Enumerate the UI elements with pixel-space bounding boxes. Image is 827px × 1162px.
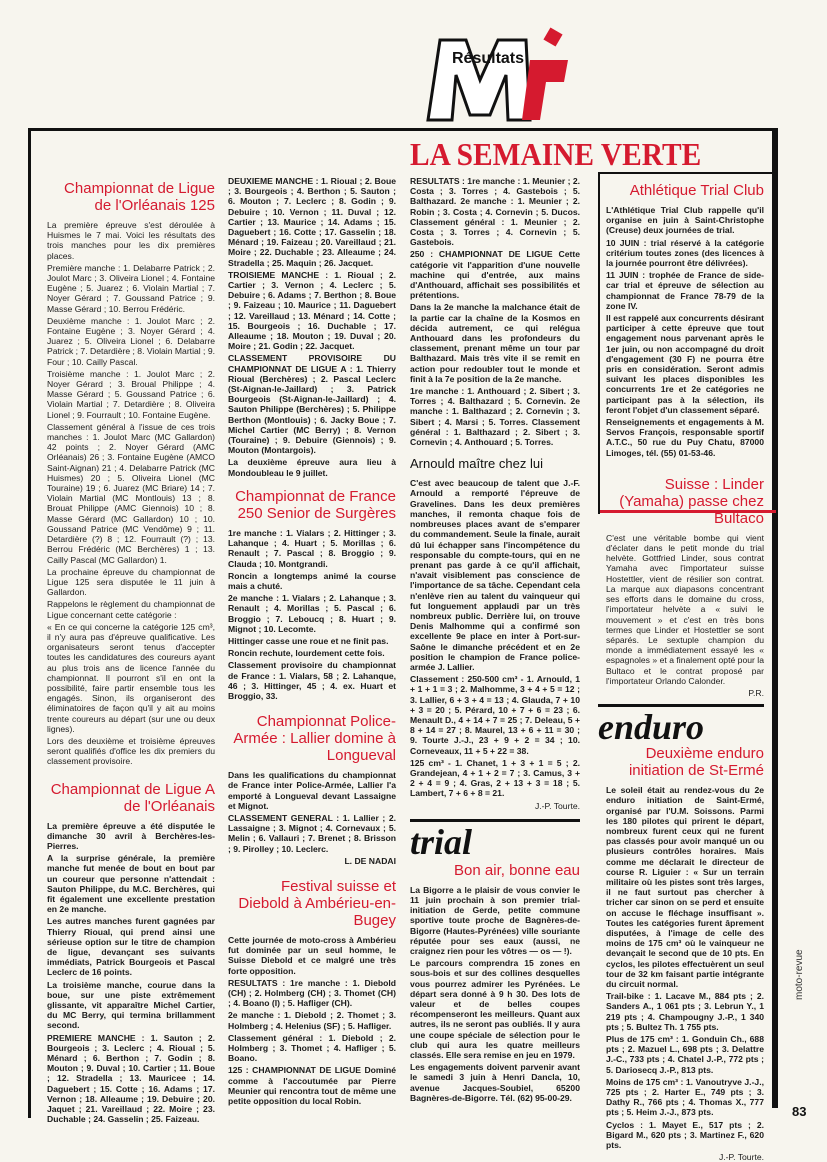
paragraph: Troisième manche : 1. Joulot Marc ; 2. Noyer Gérard ; 3. Broual Philippe ; 4. Masse Gérard ; 5. Goussand Patrice ; 6. Violain Martial ; 7. Detardière ; 8. Oliveira Lionel ; 9. Fourrault ; 10. Fontaine Eugène. <box>47 368 215 420</box>
heading-arnould: Arnould maître chez lui <box>410 456 543 472</box>
paragraph: 125 : CHAMPIONNAT DE LIGUE Dominé comme à l'accoutumée par Pierre Meunier qui rencontra tout de même une petite opposition du local Robin. <box>228 1065 396 1107</box>
heading-festival-suisse: Festival suisse et Diebold à Ambérieu-en-Bugey <box>238 877 396 929</box>
page-title: LA SEMAINE VERTE <box>410 136 702 172</box>
paragraph: 1re manche : 1. Vialars ; 2. Hittinger ; 3. Lahanque ; 4. Huart ; 5. Morillas ; 6. Renault ; 7. Pascal ; 8. Broggio ; 9. Clauda ; 10. Montgrandi. <box>228 527 396 569</box>
paragraph: Le parcours comprendra 15 zones en sous-bois et sur des collines desquelles vous pourrez admirer les Pyrénées. Le départ sera donné à 9 h 30. Des lots de valeur et de belles coupes récompenseront les meilleurs. Quant aux autres, ils ne seront pas oubliés. Il y aura une coupe spéciale de sélection pour le club qui aura les quatre meilleurs classés. Elle sera remise en jeu en 1979. <box>410 958 580 1061</box>
signature: P.R. <box>748 687 764 698</box>
paragraph: Les autres manches furent gagnées par Thierry Rioual, qui prend ainsi une sérieuse option sur le titre de champion de ligue, devançant ses suivants immédiats, Patrick Bourgeois et Pascal Leclerc de 16 points. <box>47 916 215 978</box>
paragraph: RESULTATS : 1re manche : 1. Diebold (CH) ; 2. Holmberg (CH) ; 3. Thomet (CH) ; 4. Boano (I) ; 5. Hafliger (CH). <box>228 977 396 1009</box>
paragraph: Trail-bike : 1. Lacave M., 884 pts ; 2. Sanders A., 1 061 pts ; 3. Lebrun Y., 1 219 pts ; 4. Champougny J.-P., 1 340 pts ; 5. Bultez Th. 1 755 pts. <box>606 991 764 1032</box>
page-number: 83 <box>792 1104 807 1119</box>
mr-logo-icon <box>418 20 578 130</box>
paragraph: RESULTATS : 1re manche : 1. Meunier ; 2. Costa ; 3. Torres ; 4. Gastebois ; 5. Balthazard. 2e manche : 1. Meunier ; 2. Robin ; 3. Costa ; 4. Cornevin ; 5. Ducos. Classement général : 1. Meunier ; 2. Costa ; 3. Torres ; 4. Cornevin ; 5. Gastebois. <box>410 176 580 248</box>
paragraph: Classement provisoire du championnat de France : 1. Vialars, 58 ; 2. Lahanque, 46 ; 3. Hittinger, 45 ; 4. ex. Huart et Broggio, 33. <box>228 660 396 701</box>
paragraph: CLASSEMENT GENERAL : 1. Lallier ; 2. Lassaigne ; 3. Mignot ; 4. Cornevaux ; 5. Melin ; 6. Vallauri ; 7. Brenet ; 8. Brisson ; 9. Pirolley ; 10. Leclerc. <box>228 812 396 854</box>
heading-athletique-trial-club: Athlétique Trial Club <box>629 182 764 199</box>
paragraph: 125 cm³ - 1. Chanet, 1 + 3 + 1 = 5 ; 2. Grandejean, 4 + 1 + 2 = 7 ; 3. Camus, 3 + 2 + 4 = 9 ; 4. Gras, 2 + 13 + 3 = 18 ; 5. Lambert, 7 + 6 + 8 = 21. <box>410 757 580 799</box>
heading-police-armee: Championnat Police-Armée : Lallier domine à Longueval <box>233 713 396 765</box>
paragraph: Classement : 250-500 cm³ - 1. Arnould, 1 + 1 + 1 = 3 ; 2. Malhomme, 3 + 4 + 5 = 12 ; 3. Lallier, 6 + 3 + 4 = 13 ; 4. Glauda, 7 + 10 + 3 = 20 ; 5. Pérard, 10 + 7 + 6 = 23 ; 6. Menault D., 4 + 14 + 7 = 25 ; 7. Deleau, 5 + 8 + 14 = 27 ; 8. Maurel, 13 + 6 + 11 = 30 ; 9. Tourte J.-J., 23 + 9 + 2 = 34 ; 10. Corneveaux, 11 + 5 + 22 = 38. <box>410 674 580 756</box>
paragraph: Lors des deuxième et troisième épreuves seront qualifiés d'office les dix premiers du classement provisoire. <box>47 735 215 767</box>
heading-bon-air: Bon air, bonne eau <box>454 861 580 879</box>
paragraph: Cette journée de moto-cross à Ambérieu fut dominée par un seul homme, le Suisse Diebold et ce malgré une très forte opposition. <box>228 934 396 976</box>
paragraph: 2e manche : 1. Diebold ; 2. Thomet ; 3. Holmberg ; 4. Helenius (SF) ; 5. Hafliger. <box>228 1010 396 1031</box>
signature: J.-P. Tourte. <box>534 800 580 811</box>
paragraph: C'est une véritable bombe qui vient d'éclater dans le petit monde du trial helvète. Gottfried Linder, sous contrat Yamaha avec l'importateur suisse Hostettler, vient de résilier son contrat. La marque aux diapasons concentrant ses efforts dans le domaine du cross, l'importateur helvète a « suivi le mouvement » et c'est en très bons termes que Linder et Hostettler se sont séparés. Le sextuple champion du monde a immédiatement essayé les « espagnoles » et a finalement opté pour la Bultaco et le contrat proposé par l'importateur Orlando Calonder. <box>606 532 764 686</box>
signature: L. DE NADAI <box>344 855 396 866</box>
paragraph: 10 JUIN : trial réservé à la catégorie critérium toutes zones (des licences à la journée pourront être délivrées). <box>606 237 764 269</box>
paragraph: 11 JUIN : trophée de France de side-car trial et épreuve de sélection au championnat de France 78-79 de la zone IV. <box>606 270 764 311</box>
paragraph: C'est avec beaucoup de talent que J.-F. Arnould a remporté l'épreuve de Gravelines. Dans les deux premières manches, il remonta chaque fois de nombreuses places avant de s'emparer du commandement. Seule la finale, aurait dû lui échapper sans l'incompétence du responsable du compte-tours, qui en ne prenant pas garde à ce qu'il affichait, n'avait visiblement pas conscience de l'importance de sa tâche. Cependant cela n'enlève rien au talent du vainqueur qui fut longuement applaudi par un très nombreux public. Derrière lui, on trouve Denis Malhomme qui a confirmé son excellente 9e place en inter à Port-sur-Saône le dimanche précédent et en 2e position le champion de France police-armée J. Lallier. <box>410 478 580 672</box>
heading-france-250-senior: Championnat de France 250 Senior de Surgères <box>235 487 396 522</box>
paragraph: Roncin rechute, lourdement cette fois. <box>228 648 385 659</box>
paragraph: Renseignements et engagements à M. Servos François, responsable sportif A.T.C., 50 rue du Puy Chatu, 87000 Limoges, tél. (55) 01-53-46. <box>606 417 764 458</box>
paragraph: Cyclos : 1. Mayet E., 517 pts ; 2. Bigard M., 620 pts ; 3. Martinez F., 620 pts. <box>606 1119 764 1151</box>
paragraph: 1re manche : 1. Anthouard ; 2. Sibert ; 3. Torres ; 4. Balthazard ; 5. Cornevin. 2e manche : 1. Balthazard ; 2. Cornevin ; 3. Sibert ; 4. Marsi ; 5. Torres. Classement général : 1. Balthazard ; 2. Sibert ; 3. Cornevin ; 4. Anthouard ; 5. Torres. <box>410 386 580 448</box>
paragraph: TROISIEME MANCHE : 1. Rioual ; 2. Cartier ; 3. Vernon ; 4. Leclerc ; 5. Debuire ; 6. Adams ; 7. Berthon ; 8. Boue ; 9. Faizeau ; 10. Maurice ; 11. Daguebert ; 12. Vareillaud ; 13. Ménard ; 14. Cotte ; 15. Bourgeois ; 16. Duchable ; 17. Alleaume ; 18. Mouton ; 19. Duval ; 20. Moire ; 21. Godin ; 22. Jacquet. <box>228 269 396 352</box>
paragraph: La première épreuve s'est déroulée à Huismes le 7 mai. Voici les résultats des trois manches pour les dix premières places. <box>47 220 215 261</box>
paragraph: La Bigorre a le plaisir de vous convier le 11 juin prochain à son premier trial-initiation de Gerde, petite commune sportive toute proche de Bagnères-de-Bigorre (Hautes-Pyrénées) ville souriante réputée pour ses eaux (aussi, ne craignez rien pour les vôtres — os — !). <box>410 884 580 956</box>
paragraph: CLASSEMENT PROVISOIRE DU CHAMPIONNAT DE LIGUE A : 1. Thierry Rioual (Berchères) ; 2. Pascal Leclerc (St-Aignan-le-Jaillard) ; 3. Patrick Bourgeois (St-Aignan-le-Jaillard) ; 4. Sauton Philippe (Berchères) ; 5. Philippe Berthon (Montlouis) ; 6. Jacky Boue ; 7. Michel Cartier (MC Berry) ; 8. Vernon (Touraine) ; 9. Debuire (Giennois) ; 9. Mouton (Montargois). <box>228 353 396 456</box>
frame-left-border <box>28 128 31 1118</box>
paragraph: La première épreuve a été disputée le dimanche 30 avril à Berchères-les-Pierres. <box>47 820 215 851</box>
paragraph: « En ce qui concerne la catégorie 125 cm³, il n'y aura pas d'épreuve qualificative. Les organisateurs seront tenus d'accepter toutes les candidatures des coureurs ayant au plus trois ans de licence l'année du championnat. Il pourront s'il en ont la possibilité, faire partir ensemble tous les engagés. Sinon, ils organiseront des éliminatoires de façon qu'il y ait au moins trente coureurs au départ (sur une ou deux lignes). <box>47 621 215 734</box>
heading-ligue-a-orleanais: Championnat de Ligue A de l'Orléanais <box>50 780 215 815</box>
heading-ligue-orleanais-125: Championnat de Ligue de l'Orléanais 125 <box>64 180 215 214</box>
heading-suisse-linder: Suisse : Linder (Yamaha) passe chez Bultaco <box>619 475 764 527</box>
paragraph: Hittinger casse une roue et ne finit pas. <box>228 635 389 646</box>
paragraph: Classement général : 1. Diebold ; 2. Holmberg ; 3. Thomet ; 4. Hafliger ; 5. Boano. <box>228 1032 396 1064</box>
column-1 <box>47 176 215 1126</box>
paragraph: 2e manche : 1. Vialars ; 2. Lahanque ; 3. Renault ; 4. Morillas ; 5. Pascal ; 6. Broggio ; 7. Leboucq ; 8. Huart ; 9. Mignot ; 10. Lecomte. <box>228 593 396 634</box>
column-4 <box>598 178 764 1162</box>
paragraph: PREMIERE MANCHE : 1. Sauton ; 2. Bourgeois ; 3. Leclerc ; 4. Rioual ; 5. Ménard ; 6. Berthon ; 7. Godin ; 8. Mouton ; 9. Duval ; 10. Cartier ; 11. Boue ; 12. Stradella ; 13. Mauricee ; 14. Daguebert ; 15. Cotte ; 16. Adams ; 17. Vernon ; 18. Alleaume ; 19. Debuire ; 20. Jaquet ; 21. Vareillaud ; 22. Moire ; 23. Duchable ; 24. Gasselin ; 25. Faizeau. <box>47 1032 215 1125</box>
paragraph: Classement général à l'issue de ces trois manches : 1. Joulot Marc (MC Gallardon) 42 points ; 2. Noyer Gérard (AMC Orléanais) 26 ; 3. Fontaine Eugène (AMCO Saint-Aignan) 21 ; 4. Delabarre Patrick (MC Huismes) 20 ; 5. Oliveira Lionel (MC Touraine) 19 ; 6. Juarez (MC Briare) 14 ; 7. Violain Martial (MC Montlouis) 13 ; 8. Brouat Philippe (AMC Giennois) 10 ; 8. Masse Gérard (MC Gallardon) 10 ; 10. Goussand Patrice (MC Vendôme) 9 ; 11. Detardière (?) 8 ; 12. Fourrault (?) ; 13. Berrou Frédéric (MC Berchères) 1 ; 13. Cailly Pascal (MC Gallardon) 1. <box>47 421 215 565</box>
paragraph: Le soleil était au rendez-vous du 2e enduro initiation de Saint-Ermé, organisé par l'U.M. Soissons. Parmi les 180 pilotes qui prirent le départ, nombreux furent ceux qui ne furent pas classés pour avoir manqué un ou plusieurs contrôles horaires. Mais comme me déclarait le directeur de course R. Liguier : « Sur un terrain militaire où les pistes sont très larges, il ne faut surtout pas chercher à tricher car sinon on se perd et ensuite on accuse le fléchage insuffisant ». Toutes les catégories furent âprement disputées, à l'image de celle des moins de 175 cm³ où le vainqueur ne devançait le second que de 10 pts. En cyclos, les pilotes effectuèrent un seul tour de 32 km faisant partie intégrante du circuit normal. <box>606 785 764 989</box>
paragraph: La deuxième épreuve aura lieu à Mondoubleau le 9 juillet. <box>228 457 396 478</box>
section-title-enduro: enduro <box>598 707 705 748</box>
paragraph: Dans la 2e manche la malchance était de la partie car la chaîne de la Kosmos en décida autrement, ce qui relégua Anthouard dans les profondeurs du classement, prenant même un tour par Balthazard. Mais très vite il se remit en action pour redoubler tout le monde et finit à la 7e position de la 2e manche. <box>410 302 580 384</box>
paragraph: Il est rappelé aux concurrents désirant participer à cette épreuve que tout engagement nous parvenant après le 1er juin, ou non accompagné du droit d'engagement (30 F) ne pourra être pris en considération. Seront admis suivant les places disponibles les concurrents 1re et 2e catégories ne participant pas à la sélection, ils feront l'objet d'un classement séparé. <box>606 313 764 415</box>
paragraph: Dans les qualifications du championnat de France inter Police-Armée, Lallier l'a emporté à Longueval devant Lassaigne et Mignot. <box>228 770 396 811</box>
paragraph: L'Athlétique Trial Club rappelle qu'il organise en juin à Saint-Christophe (Creuse) deux journées de trial. <box>606 205 764 236</box>
magazine-name: moto-revue <box>794 949 805 1000</box>
column-3 <box>410 176 580 1105</box>
paragraph: DEUXIEME MANCHE : 1. Rioual ; 2. Boue ; 3. Bourgeois ; 4. Berthon ; 5. Sauton ; 6. Mouton ; 7. Leclerc ; 8. Godin ; 9. Debuire ; 10. Vernon ; 11. Duval ; 12. Cartier ; 13. Maurice ; 14. Adams ; 15. Daguebert ; 16. Cotte ; 17. Gasselin ; 18. Ménard ; 19. Faizeau ; 20. Vareillaud ; 21. Moire ; 22. Duchable ; 23. Alleaume ; 24. Stradella ; 25. Maquin ; 26. Jacquet. <box>228 176 396 268</box>
paragraph: Plus de 175 cm³ : 1. Gonduin Ch., 688 pts ; 2. Mazuel L., 698 pts ; 3. Delattre J.-C., 733 pts ; 4. Chatel J.-P., 772 pts ; 5. Dariosecq J.-P., 813 pts. <box>606 1034 764 1075</box>
paragraph: Première manche : 1. Delabarre Patrick ; 2. Joulot Marc ; 3. Oliveira Lionel ; 4. Fontaine Eugène ; 5. Juarez ; 6. Violain Martial ; 7. Noyer Gérard ; 7. Goussand Patrice ; 9. Masse Gérard ; 10. Berrou Frédéric. <box>47 262 215 314</box>
paragraph: Les engagements doivent parvenir avant le samedi 3 juin à Henri Dancla, 10, avenue Jacques-Soubiel, 65200 Bagnères-de-Bigorre. Tél. (62) 95-00-29. <box>410 1062 580 1103</box>
paragraph: Roncin a longtemps animé la course mais a chuté. <box>228 570 396 591</box>
section-title-trial: trial <box>410 821 473 862</box>
column-2 <box>228 176 396 1108</box>
paragraph: 250 : CHAMPIONNAT DE LIGUE Cette catégorie vit l'apparition d'une nouvelle machine qui d'entrée, aux mains d'Anthouard, affichait ses possibilités et prétentions. <box>410 249 580 301</box>
signature: J.-P. Tourte. <box>718 1152 764 1162</box>
paragraph: A la surprise générale, la première manche fut menée de bout en bout par un coureur que personne n'attendait : Sauton Philippe, du M.C. Berchères, qui fit également une excellente prestation en 2e manche. <box>47 853 215 915</box>
paragraph: La prochaine épreuve du championnat de Ligue 125 sera disputée le 11 juin à Gallardon. <box>47 566 215 598</box>
paragraph: Moins de 175 cm³ : 1. Vanoutryve J.-J., 725 pts ; 2. Harter E., 749 pts ; 3. Dathy R., 766 pts ; 4. Thomas X., 777 pts ; 5. Heim J.-J., 873 pts. <box>606 1076 764 1118</box>
paragraph: La troisième manche, courue dans la boue, sur une piste extrêmement glissante, vit apparaître Michel Cartier, du MC Berry, qui termina brillamment second. <box>47 979 215 1031</box>
heading-enduro-st-erme: Deuxième enduro initiation de St-Ermé <box>628 745 764 780</box>
logo-label: Résultats <box>452 50 525 67</box>
paragraph: Deuxième manche : 1. Joulot Marc ; 2. Fontaine Eugène ; 3. Noyer Gérard ; 4. Juarez ; 5. Oliveira Lionel ; 6. Delabarre Patrick ; 7. Detardière ; 8. Violain Martial ; 9. Four ; 10. Cailly Pascal. <box>47 315 215 367</box>
paragraph: Rappelons le règlement du championnat de Ligue concernant cette catégorie : <box>47 599 215 620</box>
